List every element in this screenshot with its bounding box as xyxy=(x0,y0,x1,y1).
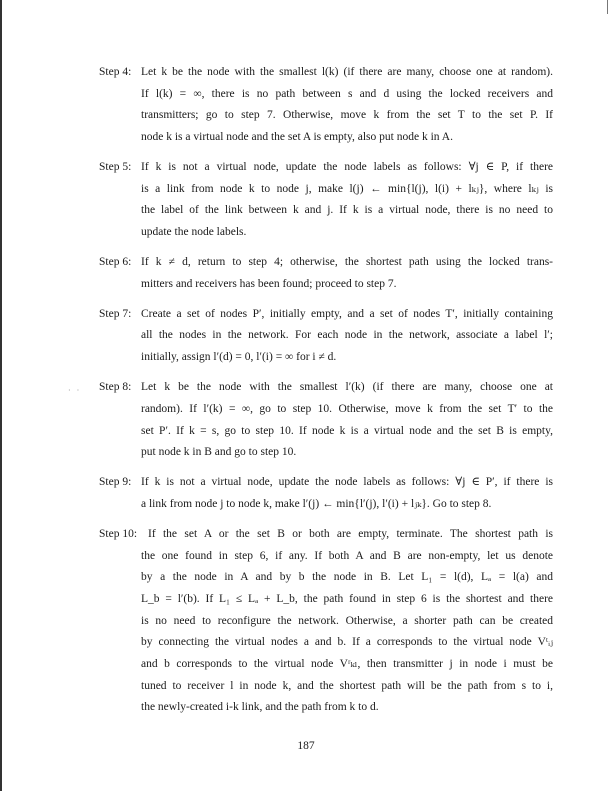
text-line: initially, assign l′(d) = 0, l′(i) = ∞ for i ≠ d. xyxy=(141,351,337,364)
text-line: and b corresponds to the virtual node Vʳₖₗ, then transmitter j in node i must be xyxy=(141,657,553,670)
algorithm-step xyxy=(99,472,553,515)
text-line: all the nodes in the network. For each node in the network, associate a label l′; xyxy=(141,329,553,342)
text-line: a link from node j to node k, make l′(j) ← min{l′(j), l′(i) + lⱼₖ}. Go to step 8. xyxy=(141,497,492,510)
text-line: set P′. If k = s, go to step 10. If node k is a virtual node and the set B is empty, xyxy=(141,424,553,437)
step-label: Step 8: xyxy=(99,381,132,394)
step-text xyxy=(141,304,553,369)
algorithm-step xyxy=(99,157,553,244)
text-line: put node k in B and go to step 10. xyxy=(141,446,297,459)
scan-page-edge xyxy=(0,0,2,791)
text-line: Let k be the node with the smallest l(k) (if there are many, choose one at random). xyxy=(141,66,553,78)
text-line: transmitters; go to step 7. Otherwise, move k from the set T to the set P. If xyxy=(141,109,553,122)
text-line: If k ≠ d, return to step 4; otherwise, the shortest path using the locked trans- xyxy=(141,256,553,269)
step-text xyxy=(141,524,553,719)
text-line: If the set A or the set B or both are empty, terminate. The shortest path is xyxy=(148,527,553,540)
page-number: 187 xyxy=(297,740,315,752)
text-line: random). If l′(k) = ∞, go to step 10. Otherwise, move k from the set T′ to the xyxy=(141,402,553,415)
text-line: tuned to receiver l in node k, and the shortest path will be the path from s to i, xyxy=(141,679,553,692)
text-line: If l(k) = ∞, there is no path between s and d using the locked receivers and xyxy=(141,87,553,100)
text-line: is no need to reconfigure the network. Otherwise, a shorter path can be created xyxy=(141,614,553,627)
scan-mark xyxy=(607,0,608,14)
text-line: L_b = l′(b). If L₁ ≤ Lₐ + L_b, the path found in step 6 is the shortest and there xyxy=(141,592,553,605)
text-line: Let k be the node with the smallest l′(k) (if there are many, choose one at xyxy=(141,381,553,394)
text-line: If k is not a virtual node, update the node labels as follows: ∀j ∈ P′, if there is xyxy=(141,476,553,489)
algorithm-step xyxy=(99,524,553,719)
step-text xyxy=(141,252,553,295)
step-label: Step 6: xyxy=(99,256,132,269)
text-line: Create a set of nodes P′, initially empty, and a set of nodes T′, initially containing xyxy=(141,307,553,320)
text-line: the newly-created i-k link, and the path from k to d. xyxy=(141,701,379,714)
algorithm-step xyxy=(99,304,553,369)
step-text xyxy=(141,377,553,464)
text-line: mitters and receivers has been found; proceed to step 7. xyxy=(141,277,397,290)
text-line: update the node labels. xyxy=(141,226,247,239)
text-line: the one found in step 6, if any. If both A and B are non-empty, let us denote xyxy=(141,549,553,562)
step-text xyxy=(141,62,553,149)
text-line: the label of the link between k and j. If k is a virtual node, there is no need to xyxy=(141,204,553,217)
step-text xyxy=(141,157,553,244)
step-label: Step 4: xyxy=(99,66,132,78)
step-label: Step 9: xyxy=(99,476,132,489)
algorithm-step xyxy=(99,377,553,464)
step-text xyxy=(141,472,553,515)
step-label: Step 10: xyxy=(99,527,138,540)
text-line: by a the node in A and by b the node in B. Let L₁ = l(d), Lₐ = l(a) and xyxy=(141,571,553,584)
step-label: Step 7: xyxy=(99,307,132,320)
step-label: Step 5: xyxy=(99,161,132,174)
text-line: If k is not a virtual node, update the node labels as follows: ∀j ∈ P, if there xyxy=(141,161,553,174)
algorithm-step xyxy=(99,62,553,149)
algorithm-step xyxy=(99,252,553,295)
algorithm-steps xyxy=(99,62,553,727)
scan-specks: ·· xyxy=(68,386,86,395)
text-line: is a link from node k to node j, make l(j) ← min{l(j), l(i) + lₖⱼ}, where lₖⱼ is xyxy=(141,182,553,195)
text-line: by connecting the virtual nodes a and b. If a corresponds to the virtual node Vᵗᵢⱼ xyxy=(141,636,553,649)
text-line: node k is a virtual node and the set A is empty, also put node k in A. xyxy=(141,131,453,144)
